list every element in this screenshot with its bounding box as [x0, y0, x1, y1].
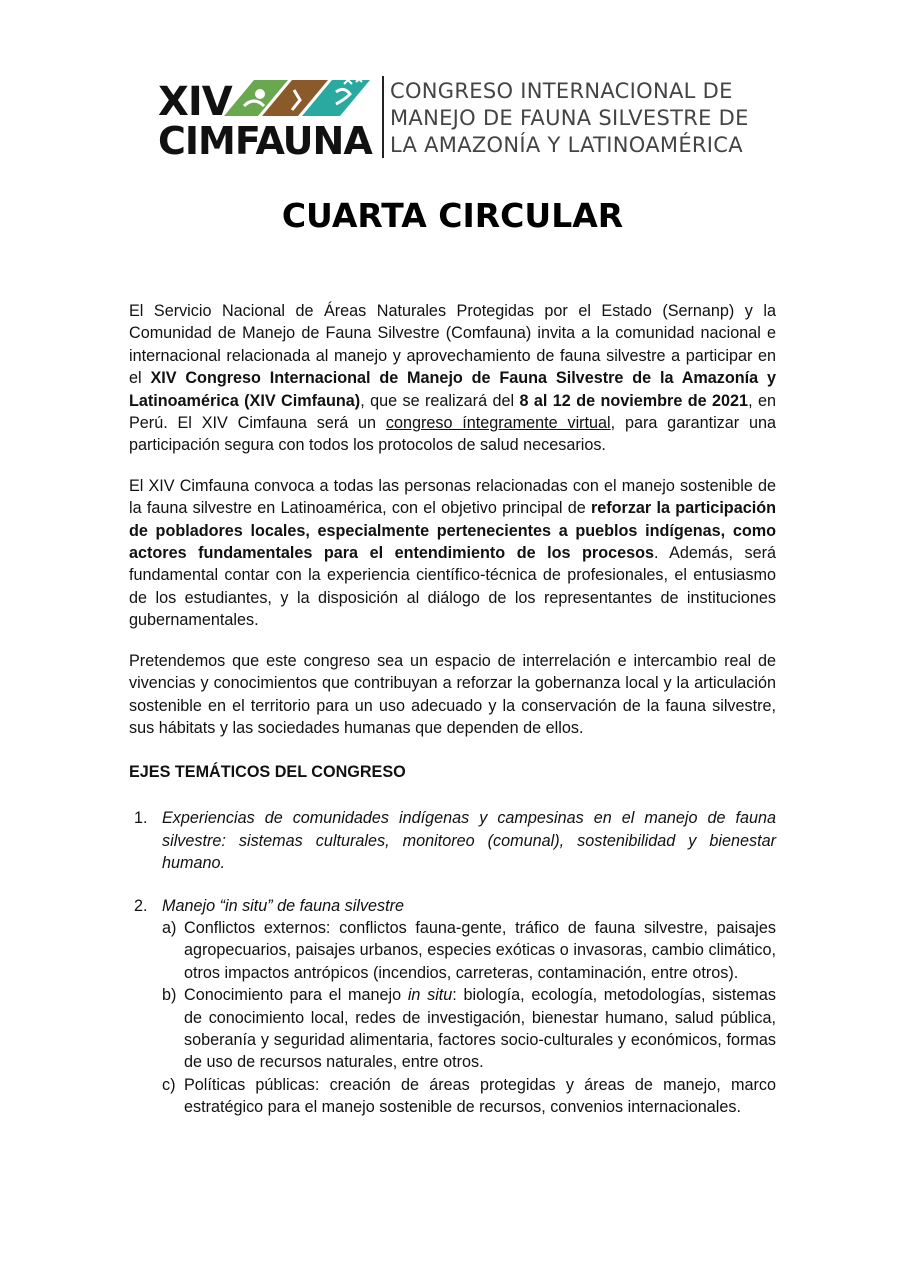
list-item — [129, 807, 776, 874]
page-title: CUARTA CIRCULAR — [281, 196, 624, 235]
congress-full-name — [390, 78, 770, 159]
section-title: EJES TEMÁTICOS DEL CONGRESO — [129, 763, 406, 782]
document-body — [129, 300, 776, 1139]
sub-item — [162, 984, 776, 1074]
main-objective: reforzar la participación de pobladores locales, especialmente pertenecientes a pueblos indígenas, como actores fundamentales para el entendimiento de los procesos — [129, 499, 776, 563]
org-line-1: CONGRESO INTERNACIONAL DE — [390, 79, 733, 103]
sub-text-pre: Conocimiento para el manejo — [184, 986, 408, 1005]
org-line-3: LA AMAZONÍA Y LATINOAMÉRICA — [390, 133, 743, 157]
axis-text: Experiencias de comunidades indígenas y campesinas en el manejo de fauna silvestre: sistemas culturales, monitoreo (comunal), sostenibilidad y bienestar humano. — [162, 809, 776, 873]
sub-item — [162, 1074, 776, 1119]
sub-letter: b) — [162, 986, 177, 1005]
sub-list — [162, 917, 776, 1119]
text-span: , para garantizar una participación segura con todos los protocolos de salud necesarios. — [129, 414, 776, 455]
sub-text: Conflictos externos: conflictos fauna-gente, tráfico de fauna silvestre, paisajes agropecuarios, paisajes urbanos, especies exóticas o invasoras, cambio climático, otros impactos antrópicos (incendios, carreteras, contaminación, entre otros). — [184, 918, 776, 982]
axis-number: 2. — [134, 896, 148, 915]
sub-text: Políticas públicas: creación de áreas protegidas y áreas de manejo, marco estratégico para el manejo sostenible de recursos, convenios internacionales. — [184, 1075, 776, 1117]
header — [158, 72, 778, 162]
paragraph-objective — [129, 475, 776, 632]
text-span: , que se realizará del — [360, 391, 520, 410]
text-span: , en Perú. El XIV Cimfauna será un — [129, 391, 776, 433]
wildlife-logo-icon — [224, 76, 374, 122]
logo-cimfauna: CIMFAUNA — [158, 119, 372, 163]
paragraph-purpose: Pretendemos que este congreso sea un espacio de interrelación e intercambio real de vivencias y conocimientos que contribuyan a reforzar la gobernanza local y la articulación sostenible en el territorio para un uso adecuado y la conservación de la fauna silvestre, sus hábitats y las sociedades humanas que dependen de ellos. — [129, 651, 776, 737]
list-item — [129, 895, 776, 1119]
sub-item — [162, 917, 776, 984]
axis-text: Manejo “in situ” de fauna silvestre — [162, 896, 405, 915]
congress-name: XIV Congreso Internacional de Manejo de Fauna Silvestre de la Amazonía y Latinoamérica (XIV Cimfauna) — [129, 369, 776, 410]
sub-text-post: : biología, ecología, metodologías, sistemas de conocimiento local, redes de investigación, bienestar humano, salud pública, soberanía y seguridad alimentaria, factores socio-culturales y económicos, formas de uso de recursos naturales, entre otros. — [184, 986, 776, 1072]
paragraph-invitation — [129, 300, 776, 457]
axis-number: 1. — [134, 809, 148, 828]
header-divider — [382, 76, 384, 158]
org-line-2: MANEJO DE FAUNA SILVESTRE DE — [390, 106, 749, 130]
text-span: El Servicio Nacional de Áreas Naturales Protegidas por el Estado (Sernanp) y la Comunidad de Manejo de Fauna Silvestre (Comfauna) invita a la comunidad nacional e internacional relacionada al manejo y aprovechamiento de fauna silvestre a participar en el — [129, 302, 776, 388]
text-span: El XIV Cimfauna convoca a todas las personas relacionadas con el manejo sostenible de la fauna silvestre en Latinoamérica, con el objetivo principal de — [129, 476, 776, 518]
sub-letter: a) — [162, 918, 177, 937]
virtual-congress-note: congreso íntegramente virtual — [385, 414, 611, 433]
logo-xiv: XIV — [158, 79, 232, 125]
thematic-axes-list — [129, 807, 776, 1118]
congress-dates: 8 al 12 de noviembre de 2021 — [519, 391, 749, 410]
sub-letter: c) — [162, 1075, 176, 1094]
sub-text-italic: in situ — [407, 986, 453, 1005]
text-span: . Además, será fundamental contar con la experiencia científico-técnica de profesionales, el entusiasmo de los estudiantes, y la disposición al diálogo de los representantes de instituciones gubernamentales. — [129, 544, 777, 630]
